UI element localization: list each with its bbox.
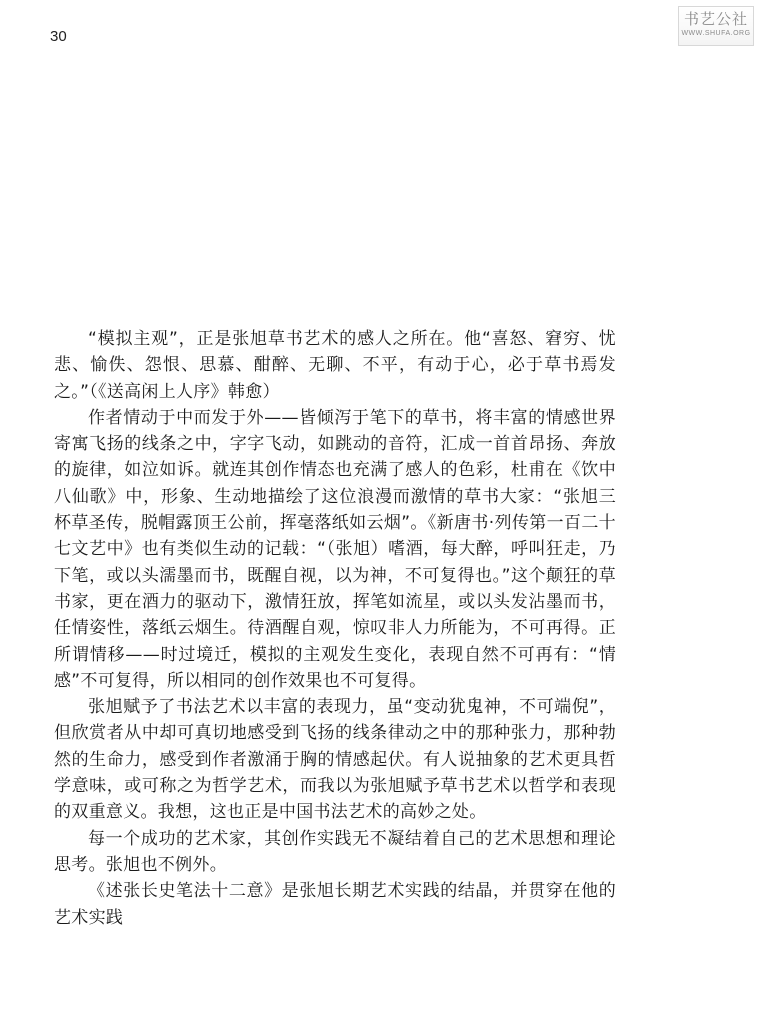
- watermark-logo: [678, 6, 754, 46]
- body-text: [54, 326, 616, 931]
- paragraph: 《述张长史笔法十二意》是张旭长期艺术实践的结晶，并贯穿在他的艺术实践: [54, 881, 616, 928]
- paragraph: “模拟主观”，正是张旭草书艺术的感人之所在。他“喜怒、窘穷、忧悲、愉佚、怨恨、思慕、酣醉、无聊、不平，有动于心，必于草书焉发之。”（《送高闲上人序》韩愈）: [54, 329, 616, 402]
- paragraph: 张旭赋予了书法艺术以丰富的表现力，虽“变动犹鬼神，不可端倪”，但欣赏者从中却可真切地感受到飞扬的线条律动之中的那种张力，那种勃然的生命力，感受到作者激涌于胸的情感起伏。有人说抽象的艺术更具哲学意味，或可称之为哲学艺术，而我以为张旭赋予草书艺术以哲学和表现的双重意义。我想，这也正是中国书法艺术的高妙之处。: [54, 697, 616, 823]
- watermark-logo-text: 书艺公社: [683, 10, 748, 28]
- watermark-url: WWW.SHUFA.ORG: [681, 30, 751, 37]
- page-number: 30: [50, 28, 67, 45]
- paragraph: 每一个成功的艺术家，其创作实践无不凝结着自己的艺术思想和理论思考。张旭也不例外。: [54, 828, 616, 875]
- paragraph: 作者情动于中而发于外——皆倾泻于笔下的草书，将丰富的情感世界寄寓飞扬的线条之中，字字飞动，如跳动的音符，汇成一首首昂扬、奔放的旋律，如泣如诉。就连其创作情态也充满了感人的色彩，杜甫在《饮中八仙歌》中，形象、生动地描绘了这位浪漫而激情的草书大家：“张旭三杯草圣传，脱帽露顶王公前，挥毫落纸如云烟”。《新唐书·列传第一百二十七文艺中》也有类似生动的记载：“（张旭）嗜酒，每大醉，呼叫狂走，乃下笔，或以头濡墨而书，既醒自视，以为神，不可复得也。”这个颠狂的草书家，更在酒力的驱动下，激情狂放，挥笔如流星，或以头发沾墨而书，任情姿性，落纸云烟生。待酒醒自观，惊叹非人力所能为，不可再得。正所谓情移——时过境迁，模拟的主观发生变化，表现自然不可再有：“情感”不可复得，所以相同的创作效果也不可复得。: [54, 407, 616, 691]
